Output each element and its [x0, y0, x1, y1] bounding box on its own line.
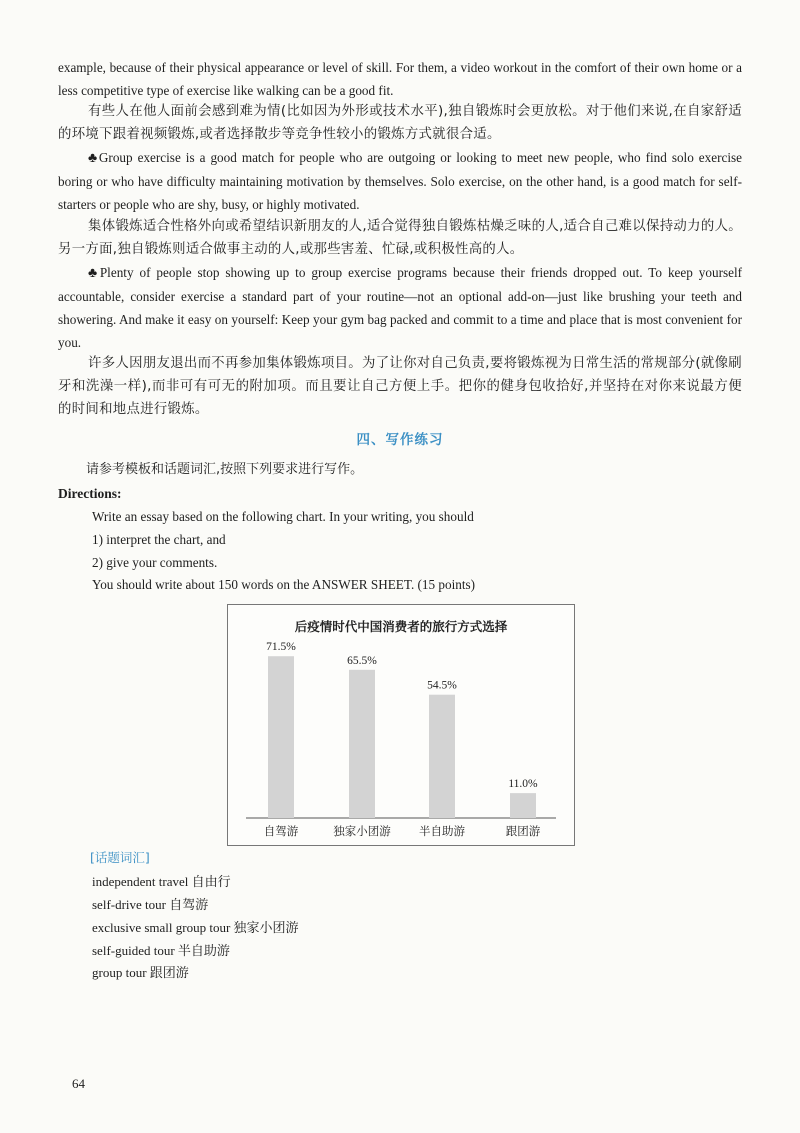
- category-label: 自驾游: [263, 824, 299, 838]
- category-label: 半自助游: [419, 824, 465, 838]
- bar-3: [429, 695, 455, 818]
- paragraph-en-3: ♣Plenty of people stop showing up to group exercise programs because their friends dropped out. To keep yourself accountable, consider exercise a standard part of your routine—not an optional add-on—just like brushing your teeth and showering. And make it easy on yourself: Keep your gym bag packed and commit to a time and place that is most convenient for you.: [58, 265, 743, 350]
- category-label: 独家小团游: [333, 824, 391, 838]
- vocab-item: exclusive small group tour 独家小团游: [92, 920, 299, 935]
- bar-chart: [227, 604, 575, 846]
- club-bullet-icon: ♣: [88, 266, 100, 281]
- directions-label: Directions:: [58, 486, 122, 501]
- paragraph-zh-3: 许多人因朋友退出而不再参加集体锻炼项目。为了让你对自己负责,要将锻炼视为日常生活的常规部分(就像刷牙和洗澡一样),而非可有可无的附加项。而且要让自己方便上手。把你的健身包收拾好,并坚持在对你来说最方便的时间和地点进行锻炼。: [58, 356, 742, 417]
- club-bullet-icon: ♣: [88, 151, 99, 166]
- directions-line: Write an essay based on the following chart. In your writing, you should: [92, 509, 474, 524]
- paragraph-zh-1: 有些人在他人面前会感到难为情(比如因为外形或技术水平),独自锻炼时会更放松。对于他们来说,在自家舒适的环境下跟着视频锻炼,或者选择散步等竞争性较小的锻炼方式就很合适。: [58, 104, 742, 142]
- bar-value-label: 65.5%: [347, 654, 377, 667]
- vocab-item: independent travel 自由行: [92, 874, 231, 889]
- bar-value-label: 11.0%: [508, 778, 538, 791]
- directions-line: 2) give your comments.: [92, 555, 218, 570]
- bar-value-label: 71.5%: [266, 641, 296, 654]
- vocab-title: [话题词汇]: [90, 850, 150, 865]
- vocab-item: self-guided tour 半自助游: [92, 943, 230, 958]
- bar-value-label: 54.5%: [427, 679, 457, 692]
- vocab-item: group tour 跟团游: [92, 965, 189, 980]
- chart-canvas: [228, 605, 574, 845]
- instruction-text: 请参考模板和话题词汇,按照下列要求进行写作。: [86, 462, 364, 477]
- directions-line: 1) interpret the chart, and: [92, 532, 226, 547]
- page-number: 64: [72, 1076, 85, 1091]
- section-title: 四、写作练习: [356, 432, 444, 448]
- bar-1: [268, 656, 294, 818]
- bar-2: [349, 670, 375, 818]
- directions-line: You should write about 150 words on the ANSWER SHEET. (15 points): [92, 577, 476, 592]
- paragraph-en-1: example, because of their physical appearance or level of skill. For them, a video workout in the comfort of their own home or a less competitive type of exercise like walking can be a good fit.: [58, 60, 742, 98]
- category-label: 跟团游: [505, 824, 541, 838]
- paragraph-zh-2: 集体锻炼适合性格外向或希望结识新朋友的人,适合觉得独自锻炼枯燥乏味的人,适合自己难以保持动力的人。另一方面,独自锻炼则适合做事主动的人,或那些害羞、忙碌,或积极性高的人。: [58, 219, 742, 257]
- chart-title: 后疫情时代中国消费者的旅行方式选择: [294, 619, 508, 634]
- vocab-item: self-drive tour 自驾游: [92, 897, 209, 912]
- paragraph-en-2: ♣Group exercise is a good match for people who are outgoing or looking to meet new people, who find solo exercise boring or who have difficulty maintaining motivation by themselves. Solo exercise, on the other hand, is a good match for self-starters or people who are shy, busy, or highly motivated.: [58, 150, 743, 212]
- bar-4: [510, 793, 536, 818]
